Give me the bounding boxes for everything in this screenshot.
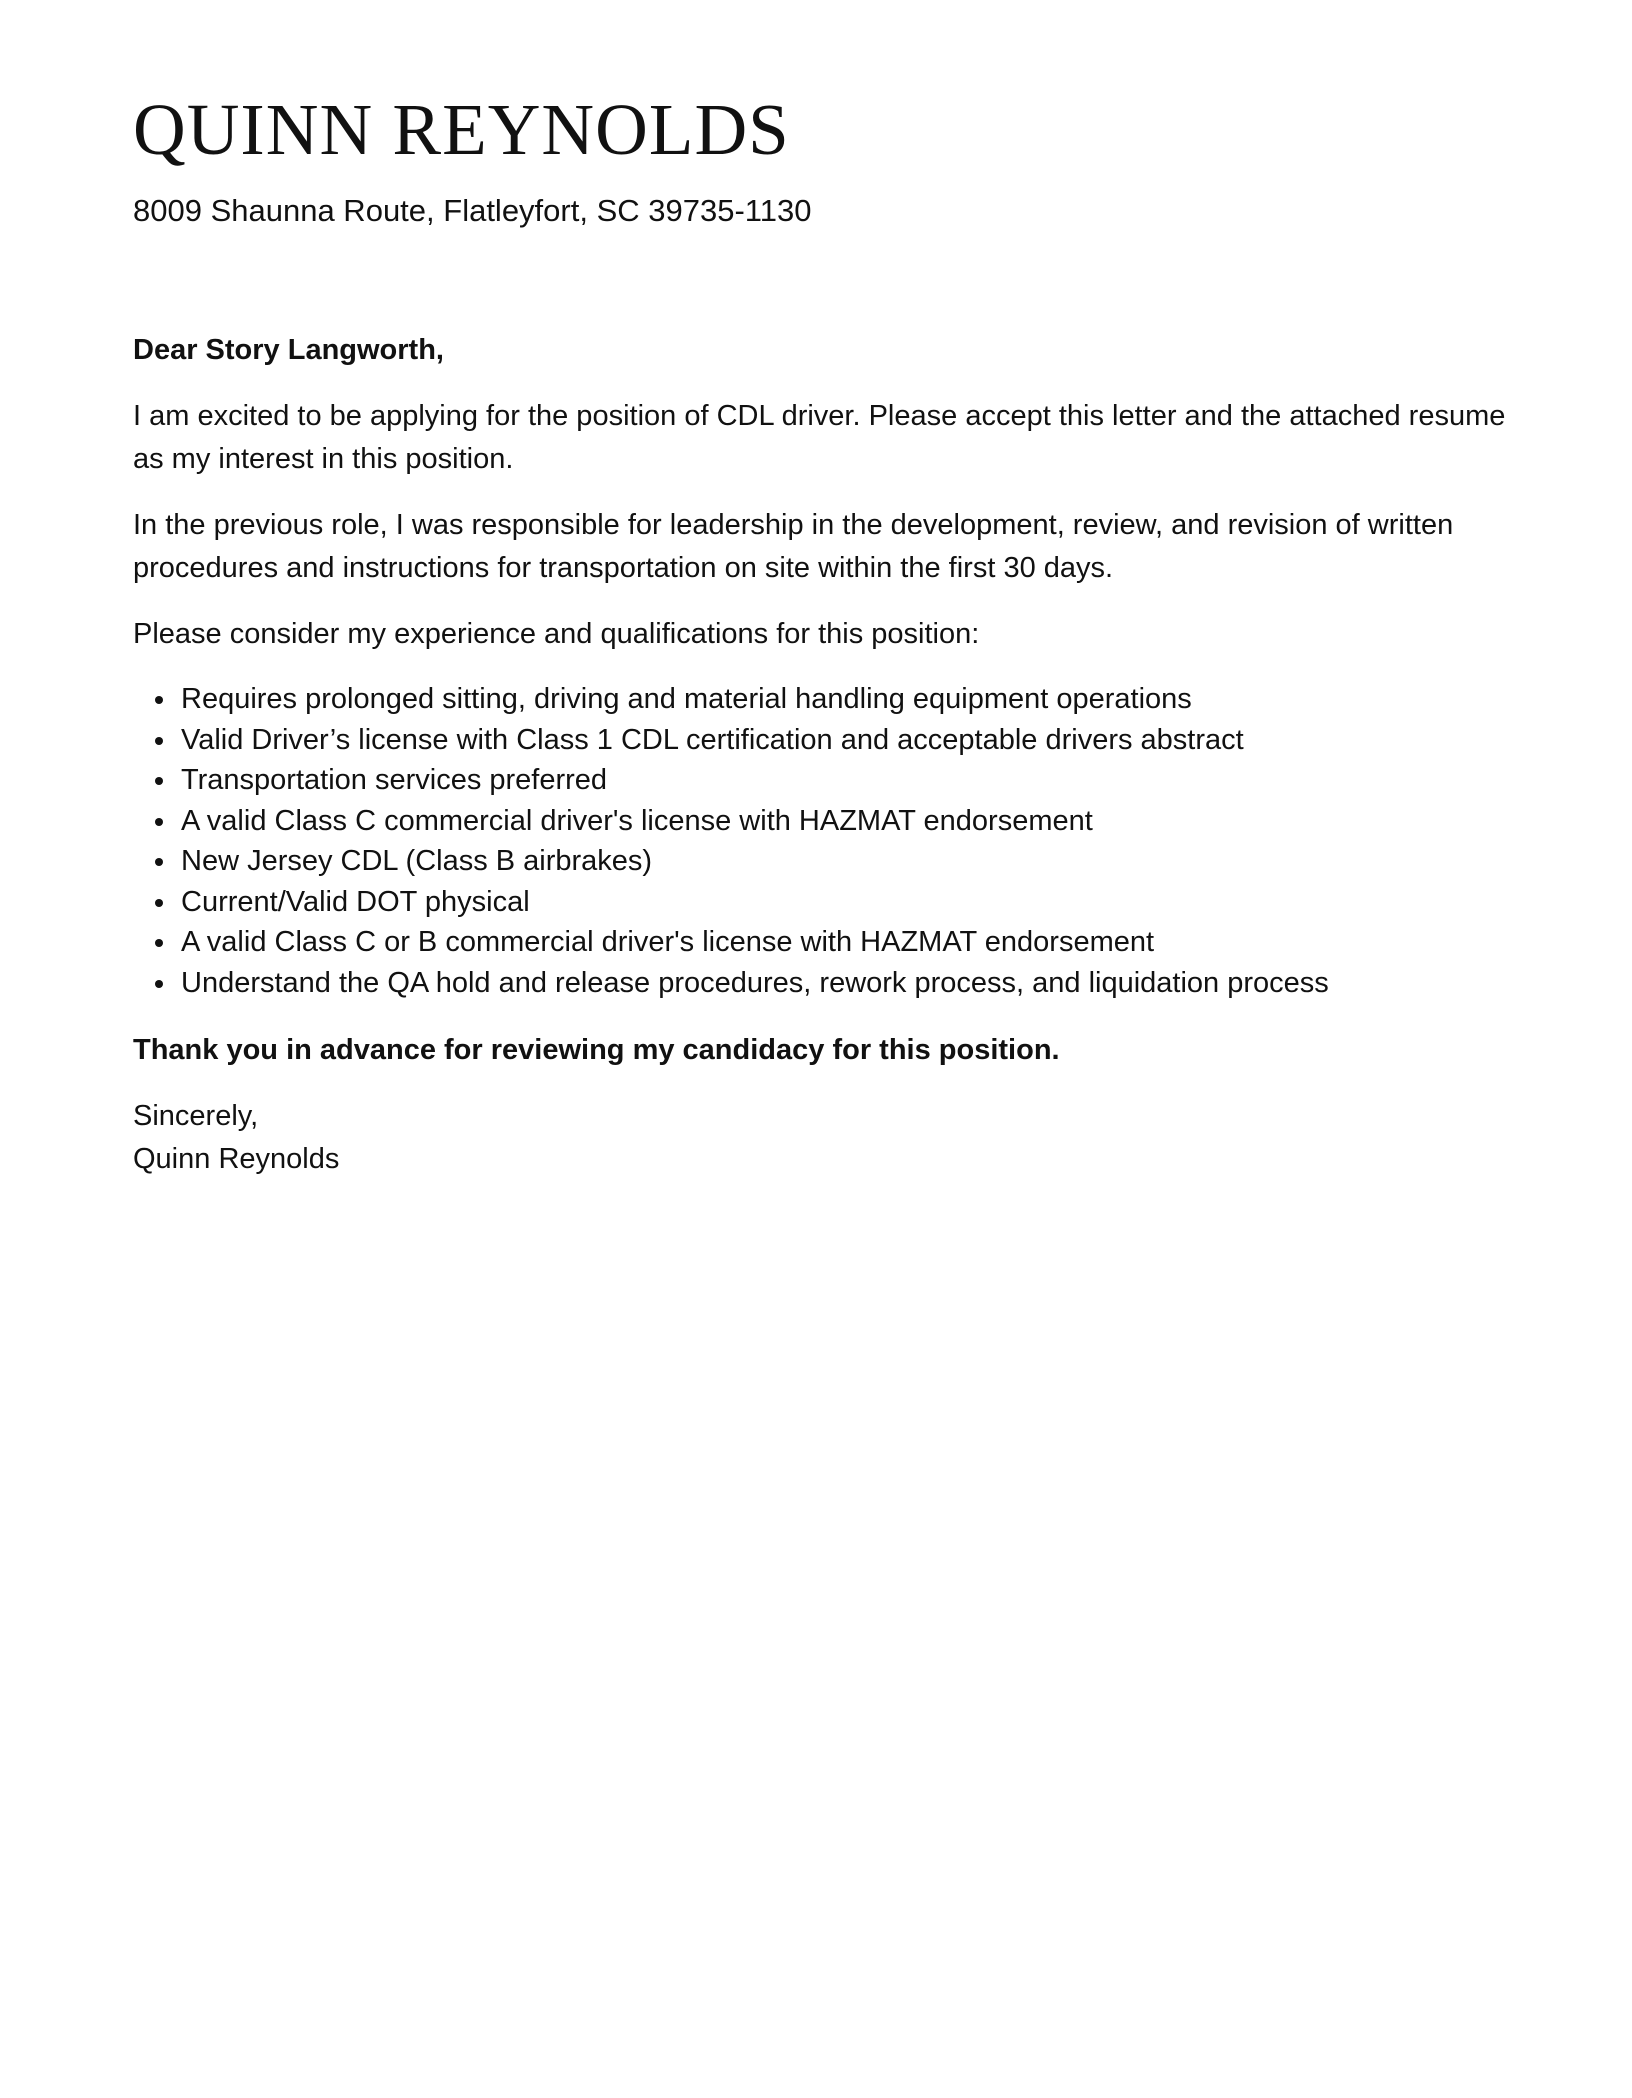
- closing-phrase: Sincerely,: [133, 1100, 259, 1132]
- list-item: [133, 720, 1513, 761]
- bullet-icon: [155, 737, 163, 745]
- intro-paragraph: I am excited to be applying for the position of CDL driver. Please accept this letter and the attached resume as my interest in this position.: [133, 400, 1506, 475]
- salutation: Dear Story Langworth,: [133, 334, 444, 366]
- list-item: [133, 801, 1513, 842]
- list-item: [133, 922, 1513, 963]
- list-item: [133, 760, 1513, 801]
- list-item: [133, 963, 1513, 1004]
- qualification-text: Requires prolonged sitting, driving and material handling equipment operations: [181, 683, 1192, 715]
- qualifications-list: [133, 679, 1513, 1003]
- thanks-paragraph: Thank you in advance for reviewing my candidacy for this position.: [133, 1034, 1060, 1066]
- qualification-text: A valid Class C commercial driver's license with HAZMAT endorsement: [181, 804, 1093, 837]
- applicant-name: QUINN REYNOLDS: [133, 89, 790, 170]
- bullet-icon: [155, 818, 163, 826]
- list-item: [133, 882, 1513, 923]
- list-item: [133, 841, 1513, 882]
- qualification-text: Current/Valid DOT physical: [181, 885, 530, 918]
- qualification-text: Valid Driver’s license with Class 1 CDL certification and acceptable drivers abstract: [181, 723, 1244, 756]
- qualification-text: Understand the QA hold and release procedures, rework process, and liquidation process: [181, 966, 1329, 999]
- qualification-text: New Jersey CDL (Class B airbrakes): [181, 845, 653, 877]
- list-item: [133, 679, 1513, 720]
- bullet-icon: [155, 939, 163, 947]
- bullet-icon: [155, 696, 163, 704]
- consider-paragraph: Please consider my experience and qualifications for this position:: [133, 618, 980, 650]
- qualification-text: A valid Class C or B commercial driver's license with HAZMAT endorsement: [181, 926, 1155, 958]
- bullet-icon: [155, 858, 163, 866]
- bullet-icon: [155, 777, 163, 785]
- bullet-icon: [155, 980, 163, 988]
- letter-body: [133, 329, 1513, 1181]
- signoff: [133, 1095, 1513, 1181]
- bullet-icon: [155, 899, 163, 907]
- qualification-text: Transportation services preferred: [181, 764, 608, 796]
- applicant-address: 8009 Shaunna Route, Flatleyfort, SC 39735-1130: [133, 193, 812, 228]
- signature-name: Quinn Reynolds: [133, 1143, 340, 1175]
- previous-role-paragraph: In the previous role, I was responsible for leadership in the development, review, and revision of written procedures and instructions for transportation on site within the first 30 days.: [133, 509, 1454, 584]
